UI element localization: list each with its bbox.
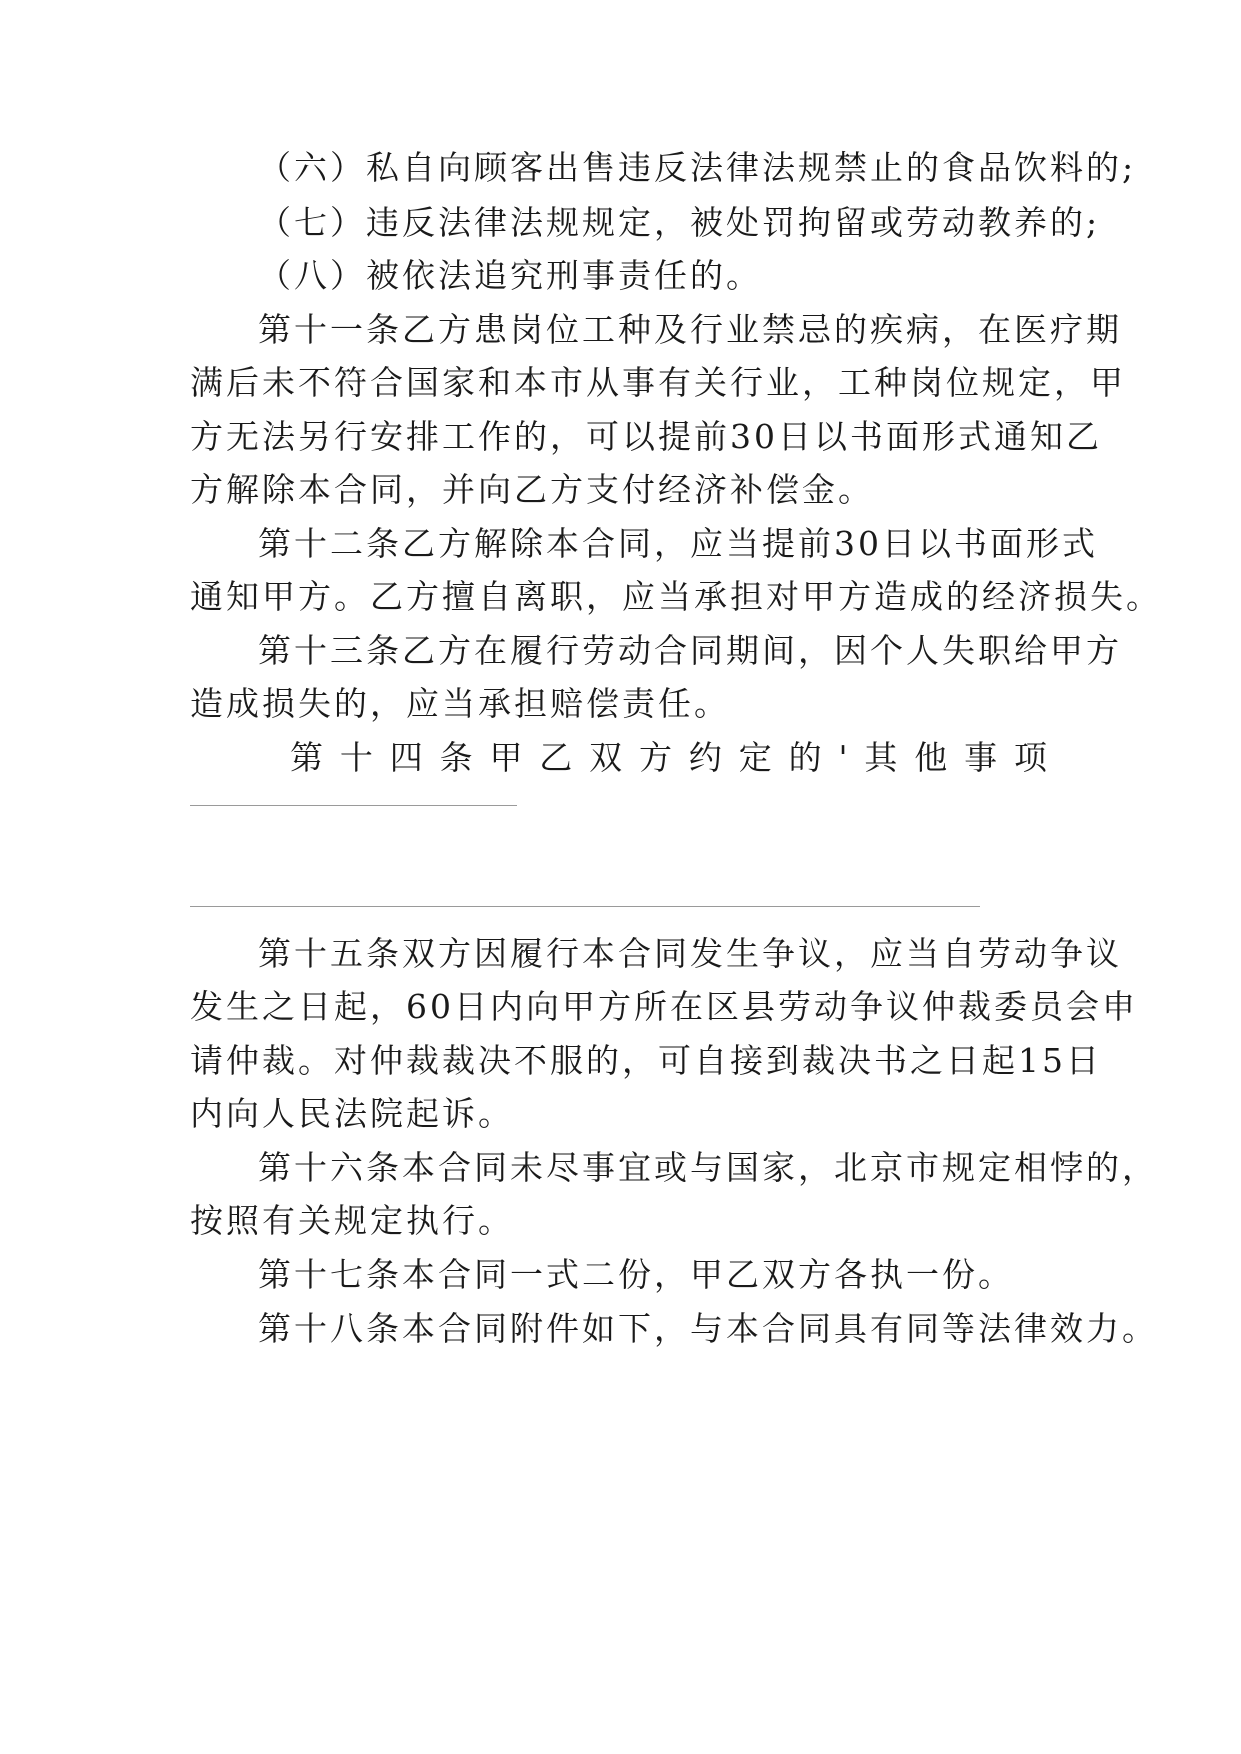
- article-16-line-1: 第十六条本合同未尽事宜或与国家，北京市规定相悖的，: [258, 1148, 1158, 1187]
- article-13-line-2: 造成损失的，应当承担赔偿责任。: [190, 684, 730, 723]
- article-11-line-4: 方解除本合同，并向乙方支付经济补偿金。: [190, 470, 874, 509]
- article-14-blank-line-2: [190, 906, 980, 907]
- article-12-line-1: 第十二条乙方解除本合同，应当提前30日以书面形式: [258, 524, 1098, 563]
- article-12-line-2: 通知甲方。乙方擅自离职，应当承担对甲方造成的经济损失。: [190, 577, 1162, 616]
- article-18: 第十八条本合同附件如下，与本合同具有同等法律效力。: [258, 1309, 1158, 1348]
- article-14-blank-line-1: [190, 805, 517, 806]
- article-15-line-2: 发生之日起，60日内向甲方所在区县劳动争议仲裁委员会申: [190, 987, 1138, 1026]
- article-13-line-1: 第十三条乙方在履行劳动合同期间，因个人失职给甲方: [258, 631, 1122, 670]
- article-11-line-3: 方无法另行安排工作的，可以提前30日以书面形式通知乙: [190, 417, 1102, 456]
- article-11-line-2: 满后未不符合国家和本市从事有关行业，工种岗位规定，甲: [190, 363, 1126, 402]
- clause-item-8: （八）被依法追究刑事责任的。: [258, 256, 762, 295]
- article-14-line-1: 第十四条甲乙双方约定的'其他事项: [290, 738, 1050, 777]
- article-15-line-4: 内向人民法院起诉。: [190, 1094, 514, 1133]
- article-11-line-1: 第十一条乙方患岗位工种及行业禁忌的疾病，在医疗期: [258, 310, 1122, 349]
- clause-item-6: （六）私自向顾客出售违反法律法规禁止的食品饮料的;: [258, 148, 1137, 187]
- article-16-line-2: 按照有关规定执行。: [190, 1201, 514, 1240]
- article-15-line-1: 第十五条双方因履行本合同发生争议，应当自劳动争议: [258, 934, 1122, 973]
- article-15-line-3: 请仲裁。对仲裁裁决不服的，可自接到裁决书之日起15日: [190, 1041, 1102, 1080]
- article-17: 第十七条本合同一式二份，甲乙双方各执一份。: [258, 1255, 1014, 1294]
- clause-item-7: （七）违反法律法规规定，被处罚拘留或劳动教养的;: [258, 203, 1101, 242]
